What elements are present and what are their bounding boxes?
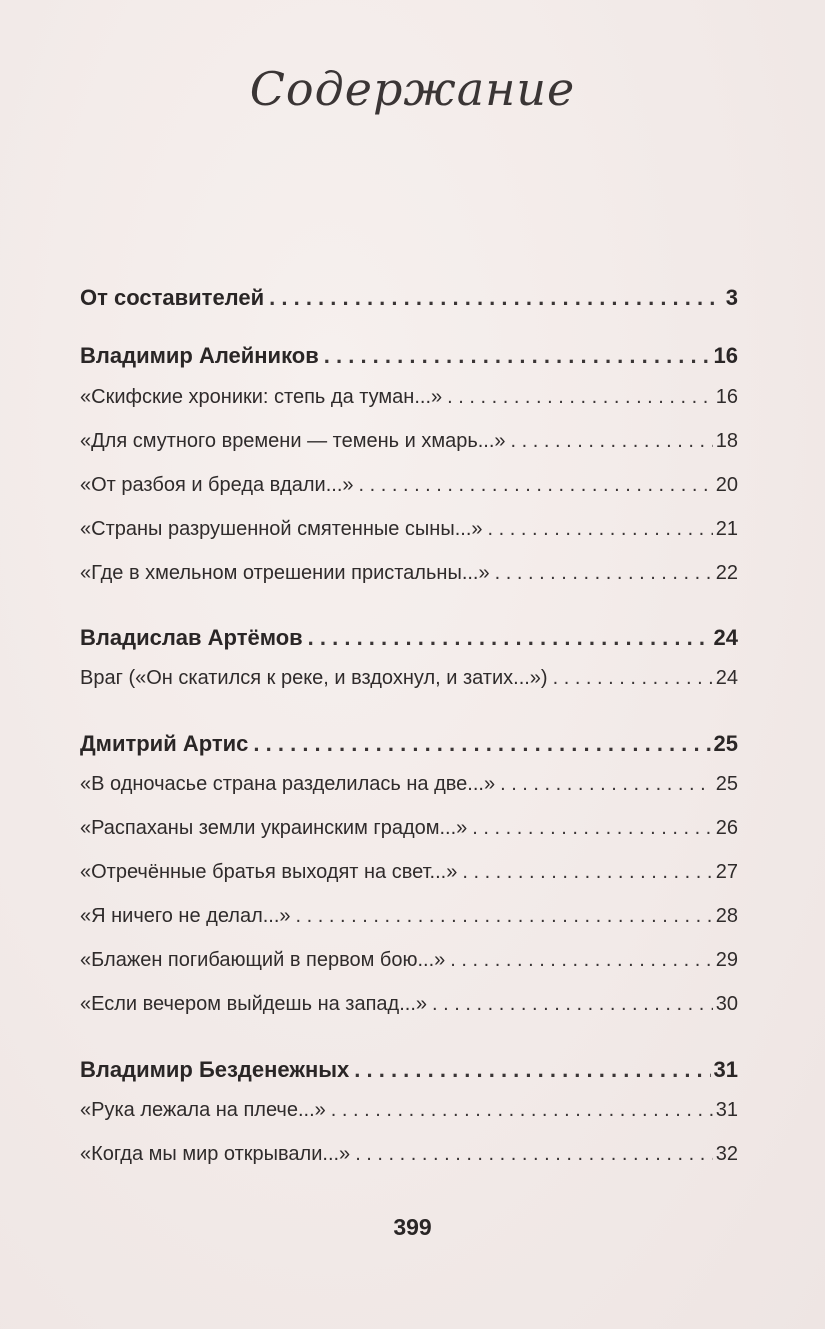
dot-leader bbox=[269, 285, 723, 311]
toc-page-number: 3 bbox=[725, 285, 738, 310]
toc-page-number: 25 bbox=[715, 773, 738, 795]
toc-heading-label: Дмитрий Артис bbox=[80, 731, 249, 756]
toc-entry bbox=[80, 905, 738, 928]
toc-page-number: 24 bbox=[713, 625, 738, 650]
toc-page-number: 18 bbox=[715, 430, 738, 452]
dot-leader bbox=[500, 773, 713, 796]
toc-page-number: 25 bbox=[713, 731, 738, 756]
toc-heading-artis bbox=[80, 731, 738, 757]
dot-leader bbox=[359, 474, 713, 497]
toc-page-number: 31 bbox=[713, 1057, 738, 1082]
toc-entry bbox=[80, 430, 738, 453]
toc-entry-label: «Отречённые братья выходят на свет...» bbox=[80, 861, 458, 883]
dot-leader bbox=[253, 731, 710, 757]
toc-entry-label: «Распаханы земли украинским градом...» bbox=[80, 817, 468, 839]
toc-page-number: 24 bbox=[715, 667, 738, 689]
toc-entry-label: «Когда мы мир открывали...» bbox=[80, 1143, 351, 1165]
toc-entry bbox=[80, 474, 738, 497]
toc-page-number: 32 bbox=[715, 1143, 738, 1165]
toc-page-number: 22 bbox=[715, 562, 738, 584]
toc-entry bbox=[80, 518, 738, 541]
toc-entry bbox=[80, 861, 738, 884]
toc-page-number: 16 bbox=[713, 343, 738, 368]
toc-entry bbox=[80, 386, 738, 409]
toc-page-number: 30 bbox=[715, 993, 738, 1015]
dot-leader bbox=[354, 1057, 710, 1083]
page-number: 399 bbox=[393, 1214, 432, 1240]
toc-entry bbox=[80, 773, 738, 796]
dot-leader bbox=[308, 625, 711, 651]
dot-leader bbox=[331, 1099, 713, 1122]
dot-leader bbox=[495, 562, 713, 585]
toc-page-number: 26 bbox=[715, 817, 738, 839]
toc-page-number: 16 bbox=[715, 386, 738, 408]
toc-entry-label: «Рука лежала на плече...» bbox=[80, 1099, 326, 1121]
toc-heading-artemov bbox=[80, 625, 738, 651]
toc-entry-label: «Блажен погибающий в первом бою...» bbox=[80, 949, 446, 971]
toc-page-number: 21 bbox=[715, 518, 738, 540]
toc-heading-bezdenezhnykh bbox=[80, 1057, 738, 1083]
toc-entry bbox=[80, 817, 738, 840]
toc-page-number: 28 bbox=[715, 905, 738, 927]
toc-heading-from-editors bbox=[80, 285, 738, 311]
dot-leader bbox=[462, 861, 712, 884]
dot-leader bbox=[511, 430, 713, 453]
dot-leader bbox=[553, 667, 713, 690]
toc-entry bbox=[80, 993, 738, 1016]
toc-entry-label: «Где в хмельном отрешении пристальны...» bbox=[80, 562, 490, 584]
toc-page-number: 29 bbox=[715, 949, 738, 971]
toc-heading-label: Владимир Безденежных bbox=[80, 1057, 350, 1082]
toc-heading-label: Владимир Алейников bbox=[80, 343, 319, 368]
toc-entry-label: «Скифские хроники: степь да туман...» bbox=[80, 386, 443, 408]
dot-leader bbox=[324, 343, 711, 369]
toc-entry bbox=[80, 562, 738, 585]
dot-leader bbox=[432, 993, 713, 1016]
toc-heading-label: Владислав Артёмов bbox=[80, 625, 303, 650]
toc-entry bbox=[80, 1099, 738, 1122]
toc-entry-label: «Страны разрушенной смятенные сыны...» bbox=[80, 518, 483, 540]
dot-leader bbox=[447, 386, 713, 409]
toc-heading-label: От составителей bbox=[80, 285, 265, 310]
dot-leader bbox=[472, 817, 712, 840]
toc-entry-label: «Я ничего не делал...» bbox=[80, 905, 291, 927]
dot-leader bbox=[355, 1143, 713, 1166]
toc-page-number: 27 bbox=[715, 861, 738, 883]
toc-entry bbox=[80, 949, 738, 972]
page-title: Содержание bbox=[249, 62, 576, 116]
toc-entry bbox=[80, 1143, 738, 1166]
toc-page-number: 20 bbox=[715, 474, 738, 496]
toc-page-number: 31 bbox=[715, 1099, 738, 1121]
toc-heading-aleinikov bbox=[80, 343, 738, 369]
toc-entry bbox=[80, 667, 738, 690]
dot-leader bbox=[296, 905, 713, 928]
toc-entry-label: «Если вечером выйдешь на запад...» bbox=[80, 993, 428, 1015]
dot-leader bbox=[488, 518, 713, 541]
toc-entry-label: Враг («Он скатился к реке, и вздохнул, и затих...») bbox=[80, 667, 548, 689]
toc-entry-label: «В одночасье страна разделилась на две...» bbox=[80, 773, 496, 795]
toc-entry-label: «Для смутного времени — темень и хмарь...» bbox=[80, 430, 506, 452]
toc-entry-label: «От разбоя и бреда вдали...» bbox=[80, 474, 354, 496]
dot-leader bbox=[450, 949, 712, 972]
